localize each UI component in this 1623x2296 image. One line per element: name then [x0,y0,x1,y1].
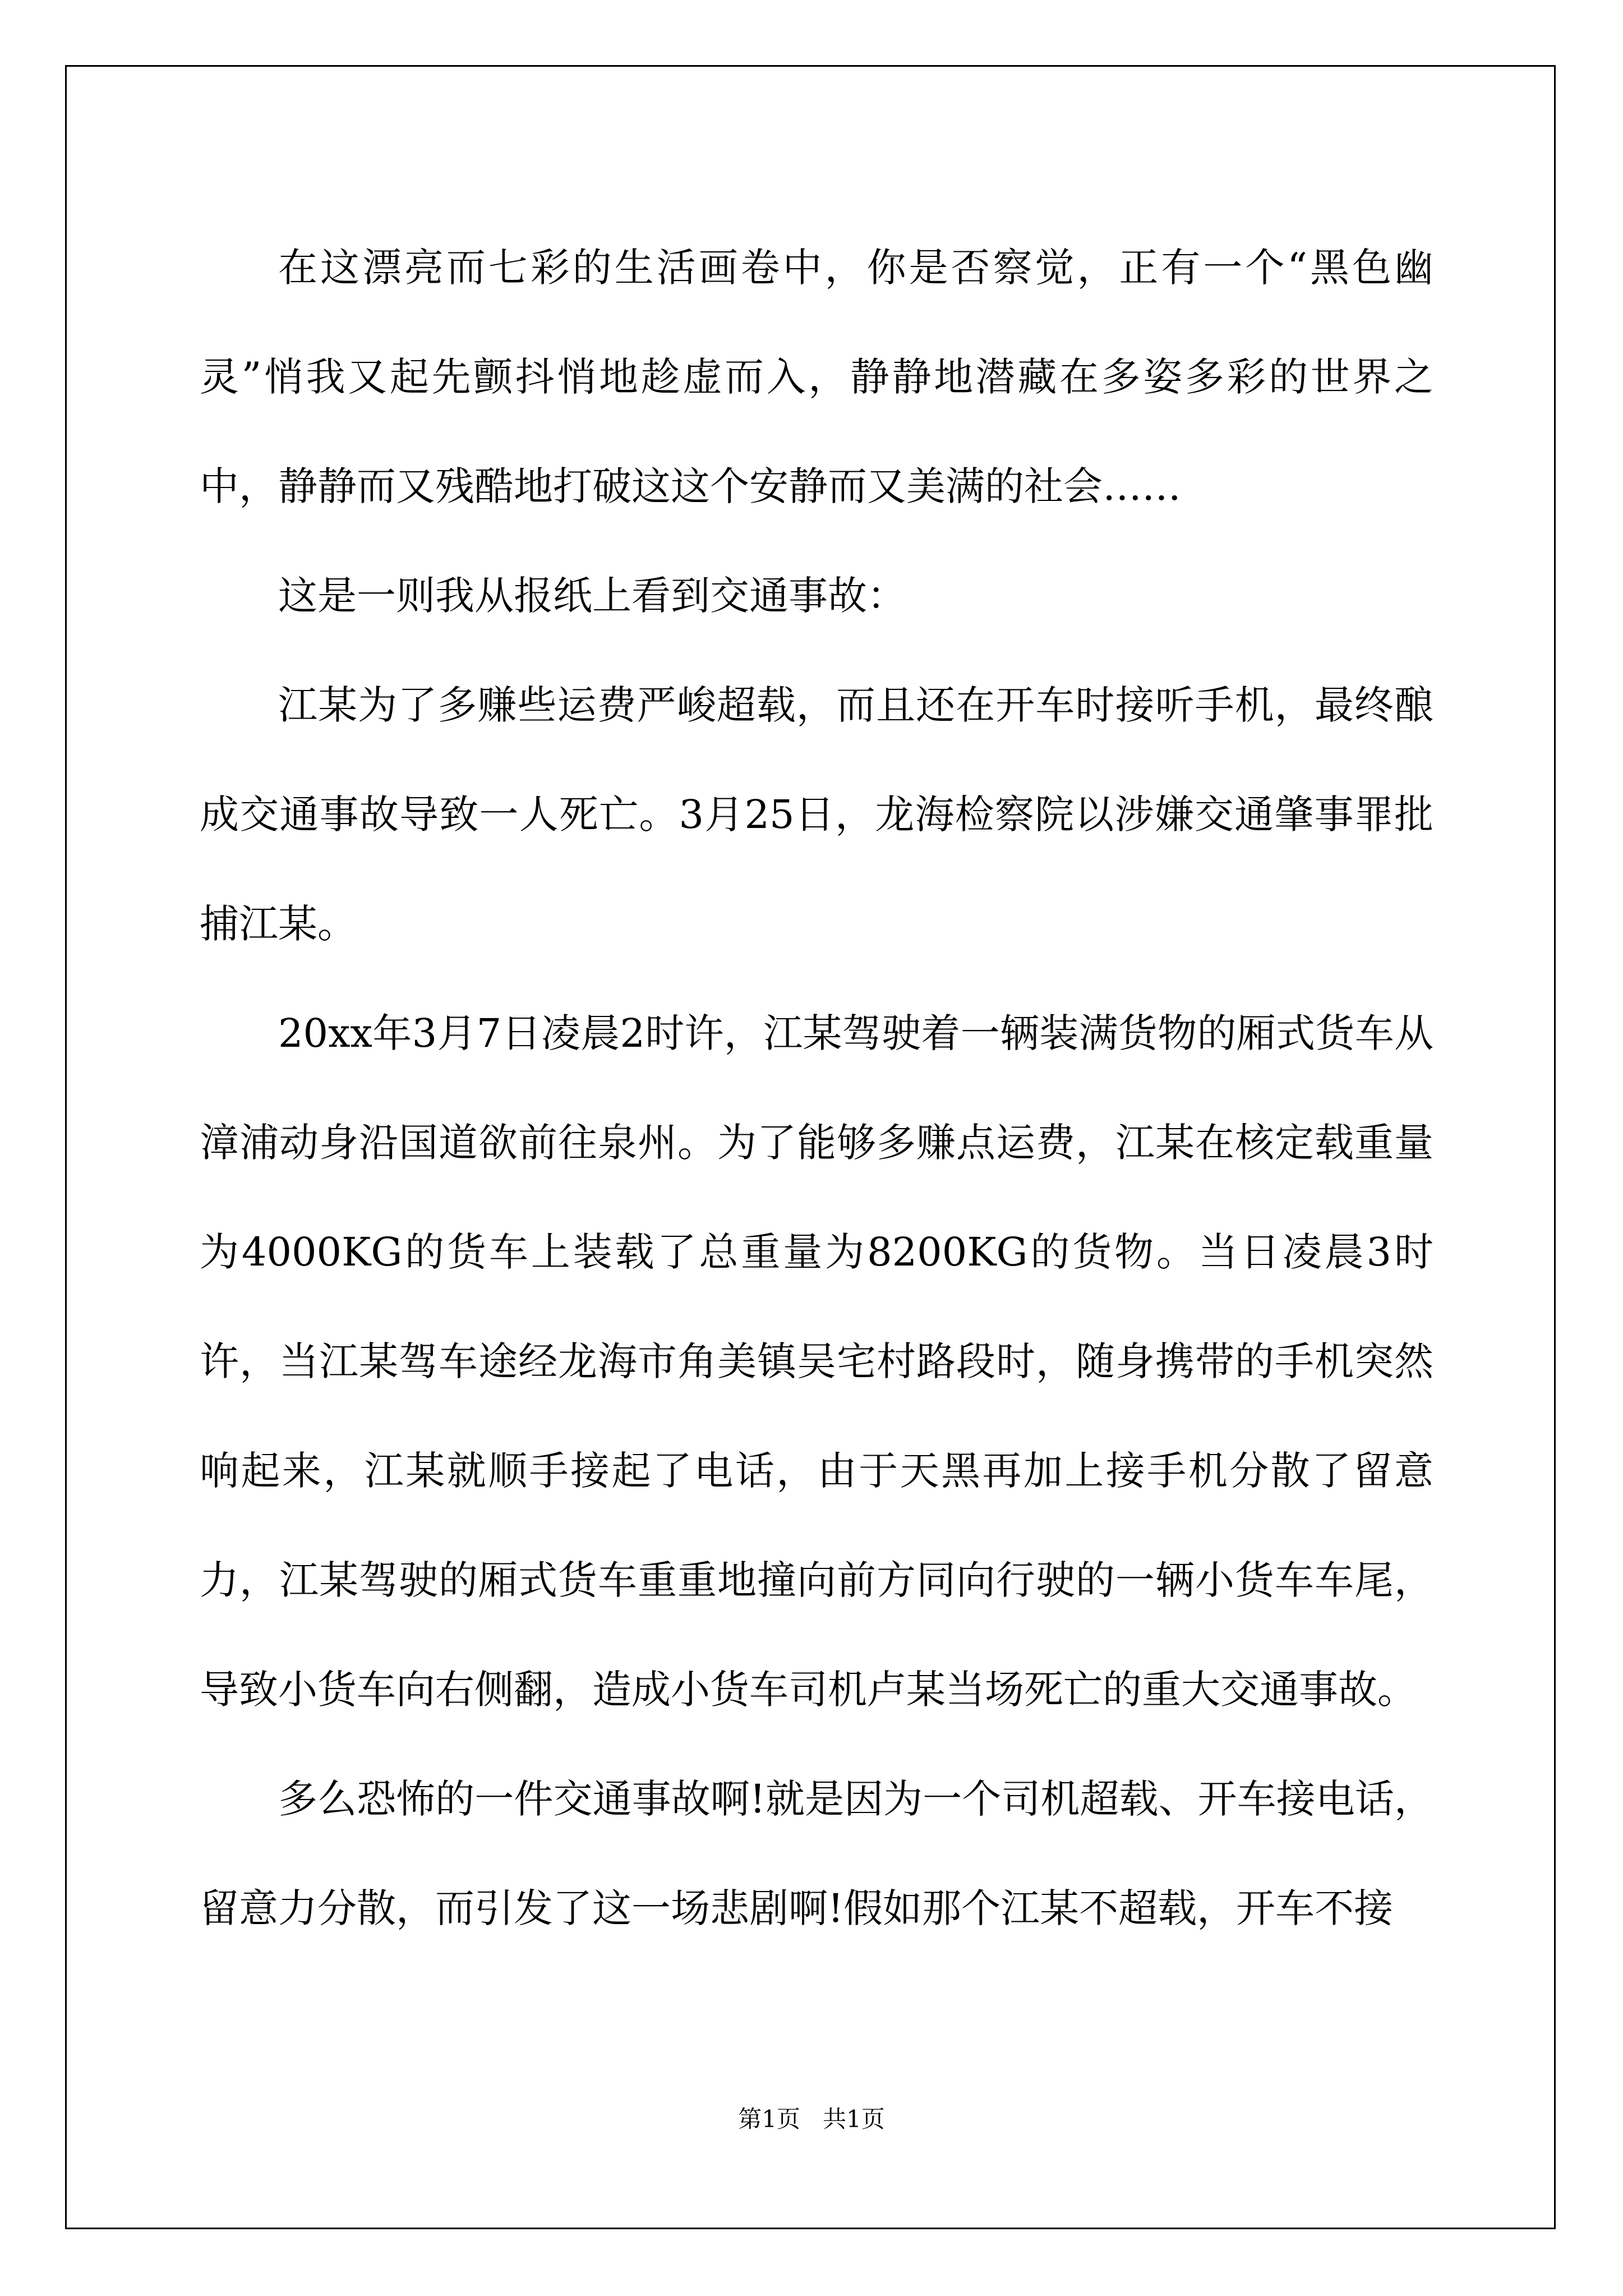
paragraph-lead-in: 这是一则我从报纸上看到交通事故： [278,573,906,619]
document-body [200,213,1433,1963]
paragraph-intro: 在这漂亮而七彩的生活画卷中，你是否察觉，正有一个“黑色幽灵”悄我又起先颤抖悄地趁虚而入，静静地潜藏在多姿多彩的世界之中，静静而又残酷地打破这这个安静而又美满的社会…… [200,245,1433,509]
page-number-current: 第1页 [738,2105,800,2133]
paragraph-reflection: 多么恐怖的一件交通事故啊!就是因为一个司机超载、开车接电话，留意力分散，而引发了这一场悲剧啊!假如那个江某不超载，开车不接 [200,1776,1433,1931]
paragraph-summary: 江某为了多赚些运费严峻超载，而且还在开车时接听手机，最终酿成交通事故导致一人死亡。3月25日，龙海检察院以涉嫌交通肇事罪批捕江某。 [200,682,1433,947]
paragraph-incident-details: 20xx年3月7日凌晨2时许，江某驾驶着一辆装满货物的厢式货车从漳浦动身沿国道欲前往泉州。为了能够多赚点运费，江某在核定载重量为4000KG的货车上装载了总重量为8200KG的货物。当日凌晨3时许，当江某驾车途经龙海市角美镇吴宅村路段时，随身携带的手机突然响起来，江某就顺手接起了电话，由于天黑再加上接手机分散了留意力，江某驾驶的厢式货车重重地撞向前方同向行驶的一辆小货车车尾，导致小货车向右侧翻，造成小货车司机卢某当场死亡的重大交通事故。 [200,1010,1433,1713]
page-footer [0,2101,1623,2134]
page-number-total: 共1页 [823,2105,885,2133]
